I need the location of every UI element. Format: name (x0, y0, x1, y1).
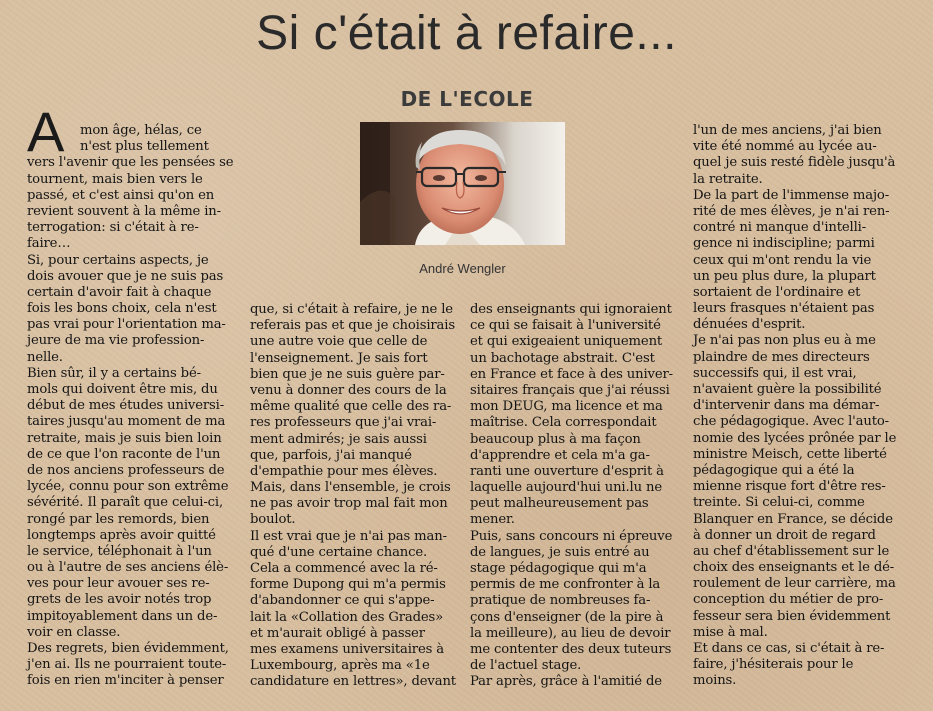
text-line: d'empathie pour mes élèves. (250, 463, 438, 479)
text-line: conception du métier de pro- (693, 592, 884, 608)
text-line: che pédagogique. Avec l'auto- (693, 414, 889, 430)
text-line: passé, et c'est ainsi qu'on en (27, 187, 215, 203)
author-photo (360, 122, 565, 245)
text-line: de ce que l'on raconte de l'un (27, 446, 221, 462)
text-line: la meilleure), au lieu de devoir (470, 625, 671, 641)
text-line: lait la «Collation des Grades» (250, 609, 444, 625)
drop-cap: A (27, 100, 65, 163)
text-line: un peu plus dure, la plupart (693, 268, 876, 284)
text-line: vers l'avenir que les pensées se (27, 155, 234, 171)
text-line: sortaient de l'ordinaire et (693, 284, 861, 300)
text-line: Puis, sans concours ni épreuve (470, 528, 673, 544)
text-line: le service, téléphonait à l'un (27, 543, 212, 559)
text-line: faire… (27, 236, 71, 252)
text-line: beaucoup plus à ma façon (470, 431, 641, 447)
text-line: ou à l'autre de ses anciens élè- (27, 560, 229, 576)
text-line: res professeurs que j'ai vrai- (250, 415, 437, 431)
text-column-2 (250, 302, 462, 691)
text-column-3 (470, 302, 682, 691)
text-line: voir en classe. (27, 624, 121, 640)
text-line: bien que je ne suis guère par- (250, 366, 445, 382)
text-column-4 (693, 123, 905, 690)
text-line: mols qui doivent être mis, du (27, 382, 218, 397)
text-line: sitaires français que j'ai réussi (470, 382, 670, 398)
text-line: de l'actuel stage. (470, 658, 582, 674)
text-line: n'avaient guère la possibilité (693, 382, 882, 397)
text-line: ceux qui m'ont rendu la vie (693, 252, 872, 268)
text-line: taires jusqu'au moment de ma (27, 414, 226, 430)
text-line: terrogation: si c'était à re- (27, 220, 199, 236)
text-line: et m'aurait obligé à passer (250, 625, 425, 641)
text-line: permis de me confronter à la (470, 577, 661, 593)
text-line: Par après, grâce à l'amitié de (470, 674, 662, 690)
text-line: de nos anciens professeurs de (27, 462, 225, 478)
text-line: d'apprendre et cela m'a ga- (470, 447, 650, 463)
photo-caption: André Wengler (419, 261, 506, 276)
text-line: retraite, mais je suis bien loin (27, 430, 222, 446)
text-line: roulement de leur carrière, ma (693, 576, 896, 592)
article-title: Si c'était à refaire... (256, 7, 677, 60)
text-line: rité de mes élèves, je n'ai ren- (693, 203, 890, 219)
text-line: ce qui se faisait à l'université (470, 318, 661, 334)
text-line: des enseignants qui ignoraient (470, 302, 672, 317)
text-line: nomie des lycées prônée par le (693, 430, 897, 446)
text-line: l'un de mes anciens, j'ai bien (693, 123, 882, 138)
text-line: mes examens universitaires à (250, 641, 444, 657)
text-line: vite été nommé au lycée au- (693, 139, 877, 155)
text-line: en France et face à des univer- (470, 366, 673, 382)
text-line: ment admirés; je sais aussi (250, 431, 427, 447)
text-line: dénuées d'esprit. (693, 317, 806, 333)
text-line: Luxembourg, après ma «1e (250, 658, 430, 674)
text-line: Et dans ce cas, si c'était à re- (693, 641, 885, 656)
text-line: Je n'ai pas non plus eu à me (693, 333, 876, 349)
text-line: au chef d'établissement sur le (693, 543, 890, 559)
text-line: plaindre de mes directeurs (693, 349, 870, 365)
text-line: ves pour leur avouer ses re- (27, 576, 210, 592)
text-line: lycée, connu pour son extrême (27, 479, 229, 495)
text-line: forme Dupong qui m'a permis (250, 577, 446, 593)
text-line: maîtrise. Cela correspondait (470, 415, 657, 431)
text-line: dois avouer que je ne suis pas (27, 268, 224, 284)
text-line: l'enseignement. Je sais fort (250, 350, 428, 366)
text-line: n'est plus tellement (80, 139, 209, 155)
text-line: referais pas et que je choisirais (250, 318, 455, 334)
text-line: jeure de ma vie profession- (27, 333, 205, 349)
text-line: çons d'enseigner (de la pire à (470, 609, 664, 625)
text-line: choix des enseignants et le dé- (693, 560, 895, 576)
text-line: venu à donner des cours de la (250, 382, 447, 398)
text-line: peut malheureusement pas (470, 496, 649, 512)
text-line: fois les bons choix, cela n'est (27, 301, 217, 317)
text-line: ministre Meisch, cette liberté (693, 446, 887, 462)
text-line: Cela a commencé avec la ré- (250, 561, 438, 576)
text-line: à donner un droit de regard (693, 527, 876, 543)
text-line: faire, j'hésiterais pour le (693, 657, 854, 673)
text-line: qué d'une certaine chance. (250, 544, 428, 560)
text-line: mon âge, hélas, ce (80, 123, 202, 138)
text-line: fois en rien m'inciter à penser (27, 673, 224, 689)
text-line: mienne risque fort d'être res- (693, 479, 886, 495)
text-line: successifs qui, il est vrai, (693, 365, 857, 381)
text-line: leurs frasques n'étaient pas (693, 301, 875, 317)
text-line: Mais, dans l'ensemble, je crois (250, 480, 451, 496)
portrait-photo-icon (360, 122, 565, 245)
text-line: laquelle aujourd'hui uni.lu ne (470, 480, 662, 496)
text-line: rongé par les remords, bien (27, 511, 210, 527)
text-line: quel je suis resté fidèle jusqu'à (693, 155, 896, 171)
text-line: moins. (693, 673, 737, 689)
text-line: grets de les avoir notés trop (27, 592, 212, 608)
text-line: me contenter des deux tuteurs (470, 641, 672, 657)
section-rubric: DE L'ECOLE (400, 87, 534, 111)
text-line: impitoyablement dans un de- (27, 608, 218, 624)
text-line: treinte. Si celui-ci, comme (693, 495, 865, 511)
text-line: certain d'avoir fait à chaque (27, 284, 212, 300)
text-line: que, parfois, j'ai manqué (250, 447, 412, 463)
text-line: ne pas avoir trop mal fait mon (250, 496, 448, 512)
text-line: un bachotage abstrait. C'est (470, 350, 655, 366)
text-line: revient souvent à la même in- (27, 203, 221, 219)
text-line: mise à mal. (693, 624, 768, 640)
text-line: Blanquer en France, se décide (693, 511, 893, 527)
text-line: pratique de nombreuses fa- (470, 593, 651, 609)
text-line: que, si c'était à refaire, je ne le (250, 302, 453, 317)
text-line: et qui exigeaient uniquement (470, 334, 663, 350)
text-line: De la part de l'immense majo- (693, 187, 890, 203)
text-line: nelle. (27, 349, 63, 365)
text-line: Bien sûr, il y a certains bé- (27, 365, 201, 381)
text-line: de langues, je suis entré au (470, 544, 650, 560)
text-line: tournent, mais bien vers le (27, 171, 203, 187)
text-line: d'intervenir dans ma démar- (693, 398, 880, 414)
text-line: boulot. (250, 512, 296, 528)
text-line: une autre voie que celle de (250, 334, 428, 350)
text-line: pédagogique qui a été la (693, 462, 855, 478)
text-line: fesseur sera bien évidemment (693, 608, 891, 624)
text-line: pas vrai pour l'orientation ma- (27, 317, 226, 333)
text-line: longtemps après avoir quitté (27, 527, 216, 543)
text-line: j'en ai. Ils ne pourraient toute- (27, 657, 227, 673)
text-line: début de mes études universi- (27, 398, 225, 414)
text-line: gence ni indiscipline; parmi (693, 236, 875, 252)
text-line: contré ni manque d'intelli- (693, 220, 867, 236)
text-line: Il est vrai que je n'ai pas man- (250, 528, 447, 544)
text-line: ranti une ouverture d'esprit à (470, 463, 664, 479)
text-line: Si, pour certains aspects, je (27, 252, 209, 268)
text-line: même qualité que celle des ra- (250, 399, 452, 415)
text-line: Des regrets, bien évidemment, (27, 641, 229, 656)
text-line: mon DEUG, ma licence et ma (470, 399, 663, 415)
text-line: sévérité. Il paraît que celui-ci, (27, 495, 223, 511)
text-line: mener. (470, 512, 515, 528)
text-line: stage pédagogique qui m'a (470, 561, 647, 576)
text-column-1 (27, 123, 239, 690)
text-line: la retraite. (693, 171, 763, 187)
text-line: candidature en lettres», devant (250, 674, 456, 690)
text-line: d'abandonner ce qui s'appe- (250, 593, 435, 609)
